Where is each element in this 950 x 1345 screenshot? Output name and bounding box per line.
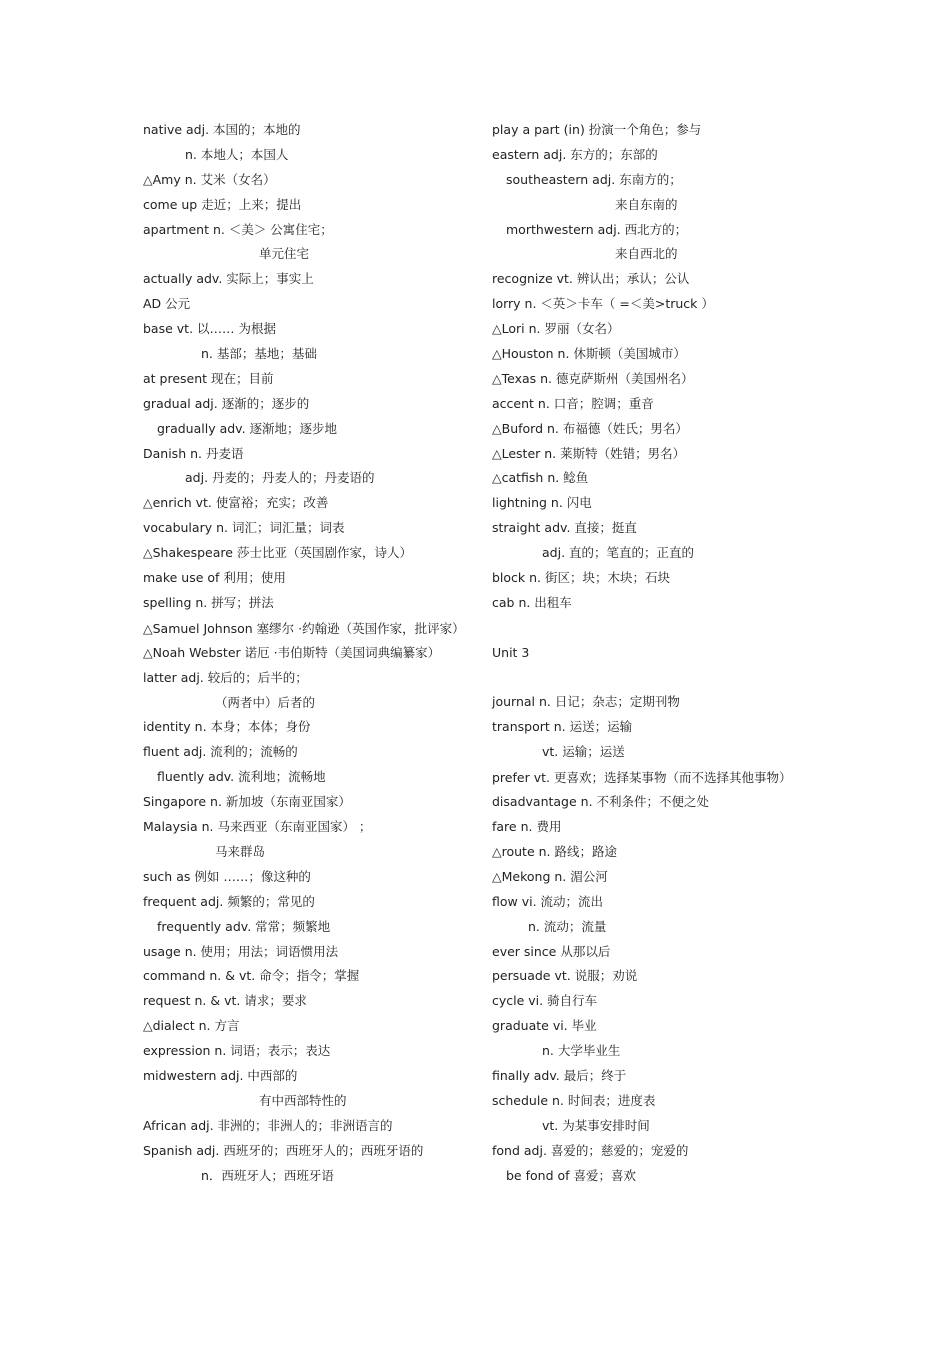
- vocab-entry: （两者中）后者的: [215, 694, 316, 710]
- vocab-entry: request n. & vt. 请求；要求: [143, 993, 307, 1009]
- vocab-entry: accent n. 口音；腔调；重音: [492, 395, 654, 411]
- vocab-entry: vocabulary n. 词汇；词汇量；词表: [143, 520, 345, 536]
- unit-heading: Unit 3: [492, 644, 530, 660]
- vocab-entry: fare n. 费用: [492, 819, 562, 835]
- vocab-entry: southeastern adj. 东南方的；: [506, 171, 682, 187]
- vocab-entry: adj. 直的；笔直的；正直的: [542, 545, 695, 561]
- vocab-entry: Spanish adj. 西班牙的；西班牙人的；西班牙语的: [143, 1142, 424, 1158]
- vocab-entry: identity n. 本身；本体；身份: [143, 719, 311, 735]
- blank-line: [492, 616, 792, 641]
- vocab-entry: spelling n. 拼写；拼法: [143, 594, 274, 610]
- vocab-entry: midwestern adj. 中西部的: [143, 1067, 298, 1083]
- vocab-entry: command n. & vt. 命令；指令；掌握: [143, 968, 360, 984]
- vocab-entry: actually adv. 实际上；事实上: [143, 271, 314, 287]
- vocab-entry: frequently adv. 常常；频繁地: [157, 918, 331, 934]
- vocab-entry: n. 本地人；本国人: [185, 146, 289, 162]
- vocab-entry: ever since 从那以后: [492, 943, 611, 959]
- vocabulary-column-left: [143, 118, 465, 1188]
- vocab-entry: fluent adj. 流利的；流畅的: [143, 744, 298, 760]
- vocab-entry: prefer vt. 更喜欢；选择某事物（而不选择其他事物）: [492, 770, 792, 786]
- vocab-entry: be fond of 喜爱；喜欢: [506, 1167, 636, 1183]
- vocab-entry: schedule n. 时间表；进度表: [492, 1092, 656, 1108]
- vocab-entry: persuade vt. 说服；劝说: [492, 968, 638, 984]
- vocab-entry: graduate vi. 毕业: [492, 1018, 597, 1034]
- vocab-entry: 来自东南的: [615, 196, 678, 212]
- vocab-entry: △Houston n. 休斯顿（美国城市）: [492, 346, 686, 362]
- vocab-entry: 来自西北的: [615, 246, 678, 262]
- vocab-entry: African adj. 非洲的；非洲人的；非洲语言的: [143, 1117, 393, 1133]
- vocab-entry: transport n. 运送；运输: [492, 719, 633, 735]
- vocab-entry: gradually adv. 逐渐地；逐步地: [157, 420, 338, 436]
- vocab-entry: Singapore n. 新加坡（东南亚国家）: [143, 794, 351, 810]
- vocab-entry: △Mekong n. 湄公河: [492, 868, 608, 884]
- vocab-entry: flow vi. 流动；流出: [492, 893, 604, 909]
- vocab-entry: morthwestern adj. 西北方的；: [506, 221, 688, 237]
- vocab-entry: △Buford n. 布福德（姓氏；男名）: [492, 420, 688, 436]
- vocab-entry: fluently adv. 流利地；流畅地: [157, 769, 326, 785]
- vocab-entry: cycle vi. 骑自行车: [492, 993, 598, 1009]
- vocab-entry: base vt. 以…… 为根据: [143, 321, 276, 337]
- vocab-entry: lightning n. 闪电: [492, 495, 592, 511]
- vocab-entry: usage n. 使用；用法；词语惯用法: [143, 943, 339, 959]
- vocab-entry: recognize vt. 辨认出；承认；公认: [492, 271, 690, 287]
- vocab-entry: 有中西部特性的: [259, 1092, 347, 1108]
- vocab-entry: make use of 利用；使用: [143, 570, 286, 586]
- vocab-entry: 单元住宅: [259, 246, 310, 262]
- vocab-entry: fond adj. 喜爱的；慈爱的；宠爱的: [492, 1142, 689, 1158]
- vocab-entry: Malaysia n. 马来西亚（东南亚国家） ；: [143, 819, 372, 835]
- vocab-entry: vt. 运输；运送: [542, 744, 625, 760]
- vocab-entry: block n. 街区；块；木块；石块: [492, 570, 671, 586]
- vocab-entry: finally adv. 最后；终于: [492, 1067, 627, 1083]
- vocab-entry: such as 例如 ……；像这种的: [143, 868, 311, 884]
- vocab-entry: frequent adj. 频繁的；常见的: [143, 893, 315, 909]
- vocab-entry: △Shakespeare 莎士比亚（英国剧作家，诗人）: [143, 545, 412, 561]
- vocab-entry: play a part (in) 扮演一个角色；参与: [492, 122, 702, 137]
- vocab-entry: n. 大学毕业生: [542, 1043, 621, 1059]
- vocabulary-column-right: [492, 118, 792, 1188]
- vocab-entry: straight adv. 直接；挺直: [492, 520, 637, 536]
- vocab-entry: gradual adj. 逐渐的；逐步的: [143, 395, 310, 411]
- vocab-entry: native adj. 本国的；本地的: [143, 122, 301, 137]
- vocab-entry: eastern adj. 东方的；东部的: [492, 146, 658, 162]
- vocab-entry: at present 现在；目前: [143, 370, 274, 386]
- vocab-entry: △Lester n. 莱斯特（姓错；男名）: [492, 445, 686, 461]
- vocab-entry: expression n. 词语；表示；表达: [143, 1043, 331, 1059]
- vocab-entry: AD 公元: [143, 296, 191, 312]
- vocab-entry: cab n. 出租车: [492, 594, 572, 610]
- vocab-entry: lorry n. ＜英＞卡车（ =＜美>truck ）: [492, 296, 714, 312]
- vocab-entry: latter adj. 较后的；后半的；: [143, 669, 308, 685]
- vocab-entry: Danish n. 丹麦语: [143, 445, 244, 461]
- vocab-entry: adj. 丹麦的；丹麦人的；丹麦语的: [185, 470, 375, 486]
- vocab-entry: 马来群岛: [215, 843, 266, 859]
- vocab-entry: △Noah Webster 诺厄 ·韦伯斯特（美国词典编纂家）: [143, 644, 441, 660]
- vocab-entry: disadvantage n. 不利条件；不便之处: [492, 794, 710, 810]
- vocab-entry: apartment n. ＜美＞ 公寓住宅；: [143, 221, 333, 237]
- vocab-entry: △Samuel Johnson 塞缪尔 ·约翰逊（英国作家，批评家）: [143, 620, 465, 636]
- vocab-entry: △enrich vt. 使富裕；充实；改善: [143, 495, 329, 511]
- vocab-entry: △Lori n. 罗丽（女名）: [492, 321, 620, 337]
- vocab-entry: △dialect n. 方言: [143, 1018, 240, 1034]
- vocab-entry: n. 基部；基地；基础: [201, 346, 317, 362]
- vocab-entry: △Amy n. 艾米（女名）: [143, 171, 276, 187]
- blank-line: [492, 666, 792, 691]
- vocab-entry: △route n. 路线；路途: [492, 843, 617, 859]
- vocab-entry: journal n. 日记；杂志；定期刊物: [492, 694, 680, 710]
- vocab-entry: △catfish n. 鲶鱼: [492, 470, 589, 486]
- vocab-entry: △Texas n. 德克萨斯州（美国州名）: [492, 370, 694, 386]
- vocab-entry: n．西班牙人；西班牙语: [201, 1167, 334, 1183]
- vocab-entry: n. 流动；流量: [528, 918, 607, 934]
- vocab-entry: come up 走近；上来；提出: [143, 196, 302, 212]
- vocab-entry: vt. 为某事安排时间: [542, 1117, 650, 1133]
